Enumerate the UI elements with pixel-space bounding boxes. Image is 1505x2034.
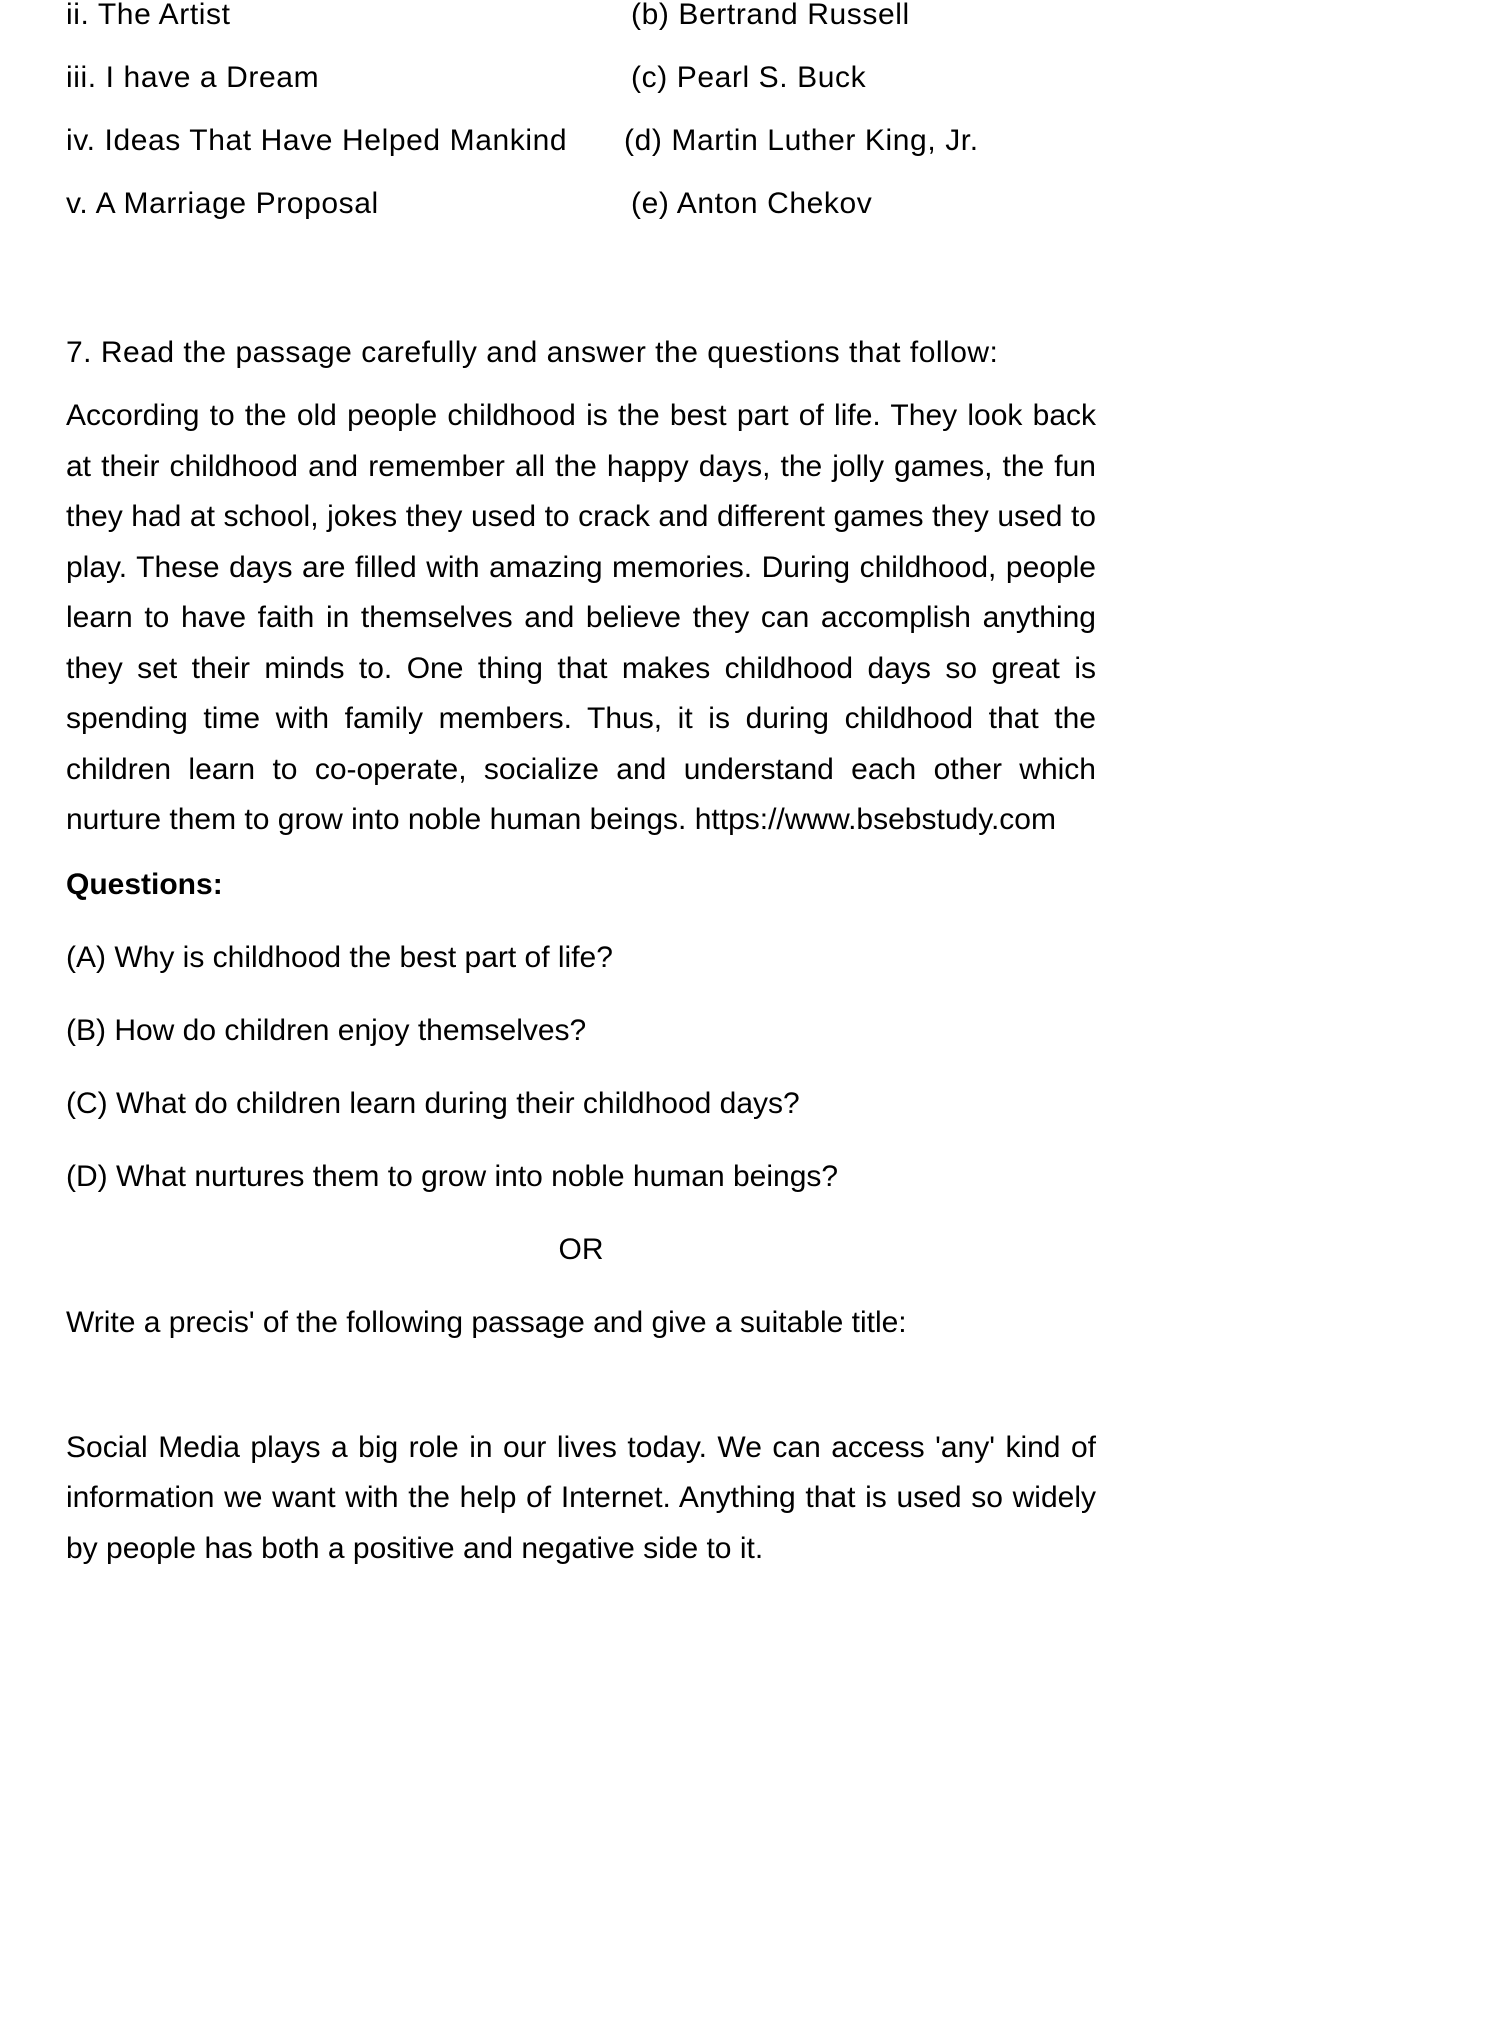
questions-label: Questions: bbox=[66, 867, 223, 901]
spacer bbox=[66, 1266, 1096, 1306]
spacer bbox=[66, 1047, 1096, 1087]
spacer bbox=[66, 252, 1096, 336]
table-row bbox=[66, 0, 1096, 63]
question-item-b: (B) How do children enjoy themselves? bbox=[66, 1013, 587, 1047]
matching-item-right: (d) Martin Luther King, Jr. bbox=[624, 124, 979, 157]
or-separator: OR bbox=[558, 1232, 604, 1266]
precis-passage: Social Media plays a big role in our lives today. We can access 'any' kind of information we want with the help of Internet. Anything that is used so widely by people has both a positive and negative side to it. bbox=[66, 1430, 1096, 1565]
table-row bbox=[66, 63, 1096, 126]
spacer bbox=[66, 974, 1096, 1014]
spacer bbox=[66, 901, 1096, 941]
page-content bbox=[66, 0, 1096, 1574]
table-row bbox=[66, 189, 1096, 252]
question-item-d: (D) What nurtures them to grow into noble human beings? bbox=[66, 1159, 839, 1193]
matching-item-right: (c) Pearl S. Buck bbox=[631, 61, 867, 94]
precis-instruction: Write a precis' of the following passage and give a suitable title: bbox=[66, 1305, 907, 1339]
matching-item-left: v. A Marriage Proposal bbox=[66, 187, 379, 220]
spacer bbox=[66, 1120, 1096, 1160]
spacer bbox=[66, 1339, 1096, 1423]
reading-passage: According to the old people childhood is the best part of life. They look back at their childhood and remember all the happy days, the jolly games, the fun they had at school, jokes they used to crack and different games they used to play. These days are filled with amazing memories. During childhood, people learn to have faith in themselves and believe they can accomplish anything they set their minds to. One thing that makes childhood days so great is spending time with family members. Thus, it is during childhood that the children learn to co-operate, socialize and understand each other which nurture them to grow into noble human beings. https://www.bsebstudy.com bbox=[66, 399, 1096, 836]
question-item-c: (C) What do children learn during their childhood days? bbox=[66, 1086, 800, 1120]
spacer bbox=[66, 1193, 1096, 1233]
matching-list bbox=[66, 0, 1096, 252]
spacer bbox=[66, 369, 1096, 391]
question-7-heading: 7. Read the passage carefully and answer the questions that follow: bbox=[66, 336, 999, 369]
matching-item-left: iv. Ideas That Have Helped Mankind bbox=[66, 124, 568, 157]
matching-item-left: ii. The Artist bbox=[66, 0, 231, 31]
matching-item-left: iii. I have a Dream bbox=[66, 61, 320, 94]
matching-item-right: (b) Bertrand Russell bbox=[631, 0, 910, 31]
matching-item-right: (e) Anton Chekov bbox=[631, 187, 873, 220]
spacer bbox=[66, 846, 1096, 868]
question-item-a: (A) Why is childhood the best part of life? bbox=[66, 940, 613, 974]
table-row bbox=[66, 126, 1096, 189]
